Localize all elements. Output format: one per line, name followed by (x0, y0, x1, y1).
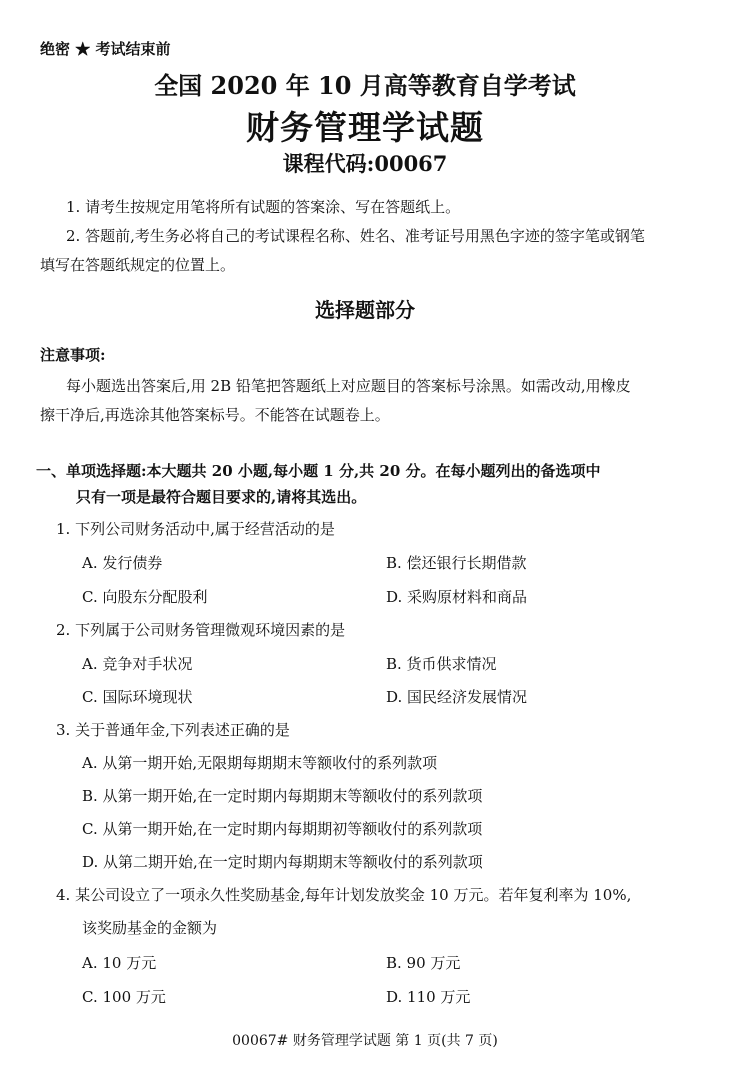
page-footer: 00067# 财务管理学试题 第 1 页(共 7 页) (232, 1033, 498, 1049)
notice-line-2: 擦干净后,再选涂其他答案标号。不能答在试题卷上。 (40, 406, 390, 424)
option: A. 10 万元 (82, 954, 157, 972)
question-stem: 2. 下列属于公司财务管理微观环境因素的是 (56, 621, 346, 639)
option: B. 偿还银行长期借款 (386, 554, 527, 572)
confidential-mark: 绝密 ★ 考试结束前 (40, 40, 171, 58)
option: D. 采购原材料和商品 (386, 588, 528, 606)
option: B. 货币供求情况 (386, 655, 497, 673)
course-code: 课程代码:00067 (282, 151, 448, 176)
exam-title: 全国 2020 年 10 月高等教育自学考试 (154, 71, 576, 100)
question-stem: 4. 某公司设立了一项永久性奖励基金,每年计划发放奖金 10 万元。若年复利率为 10%, (56, 886, 632, 904)
option: C. 向股东分配股利 (82, 588, 208, 606)
option: C. 100 万元 (82, 988, 166, 1006)
option: B. 从第一期开始,在一定时期内每期期末等额收付的系列款项 (82, 787, 483, 805)
part-heading-cont: 只有一项是最符合题目要求的,请将其选出。 (76, 488, 367, 506)
section-title: 选择题部分 (315, 298, 415, 322)
notice-heading: 注意事项: (40, 346, 106, 364)
option: A. 发行债券 (82, 554, 163, 572)
option: D. 国民经济发展情况 (386, 688, 528, 706)
instruction-2-cont: 填写在答题纸规定的位置上。 (40, 256, 236, 274)
question-stem-cont: 该奖励基金的金额为 (82, 919, 218, 937)
option: B. 90 万元 (386, 954, 461, 972)
question-stem: 3. 关于普通年金,下列表述正确的是 (56, 721, 290, 739)
option: A. 竞争对手状况 (82, 655, 193, 673)
option: C. 从第一期开始,在一定时期内每期期初等额收付的系列款项 (82, 820, 483, 838)
option: D. 从第二期开始,在一定时期内每期期末等额收付的系列款项 (82, 853, 483, 871)
subject-title: 财务管理学试题 (246, 108, 484, 147)
instruction-2: 2. 答题前,考生务必将自己的考试课程名称、姓名、准考证号用黑色字迹的签字笔或钢笔 (66, 227, 645, 245)
option: D. 110 万元 (386, 988, 471, 1006)
option: C. 国际环境现状 (82, 688, 193, 706)
instruction-1: 1. 请考生按规定用笔将所有试题的答案涂、写在答题纸上。 (66, 198, 461, 216)
part-heading: 一、单项选择题:本大题共 20 小题,每小题 1 分,共 20 分。在每小题列出的备选项中 (36, 462, 601, 480)
notice-line-1: 每小题选出答案后,用 2B 铅笔把答题纸上对应题目的答案标号涂黑。如需改动,用橡皮 (66, 377, 631, 395)
question-stem: 1. 下列公司财务活动中,属于经营活动的是 (56, 520, 335, 538)
option: A. 从第一期开始,无限期每期期末等额收付的系列款项 (82, 754, 438, 772)
